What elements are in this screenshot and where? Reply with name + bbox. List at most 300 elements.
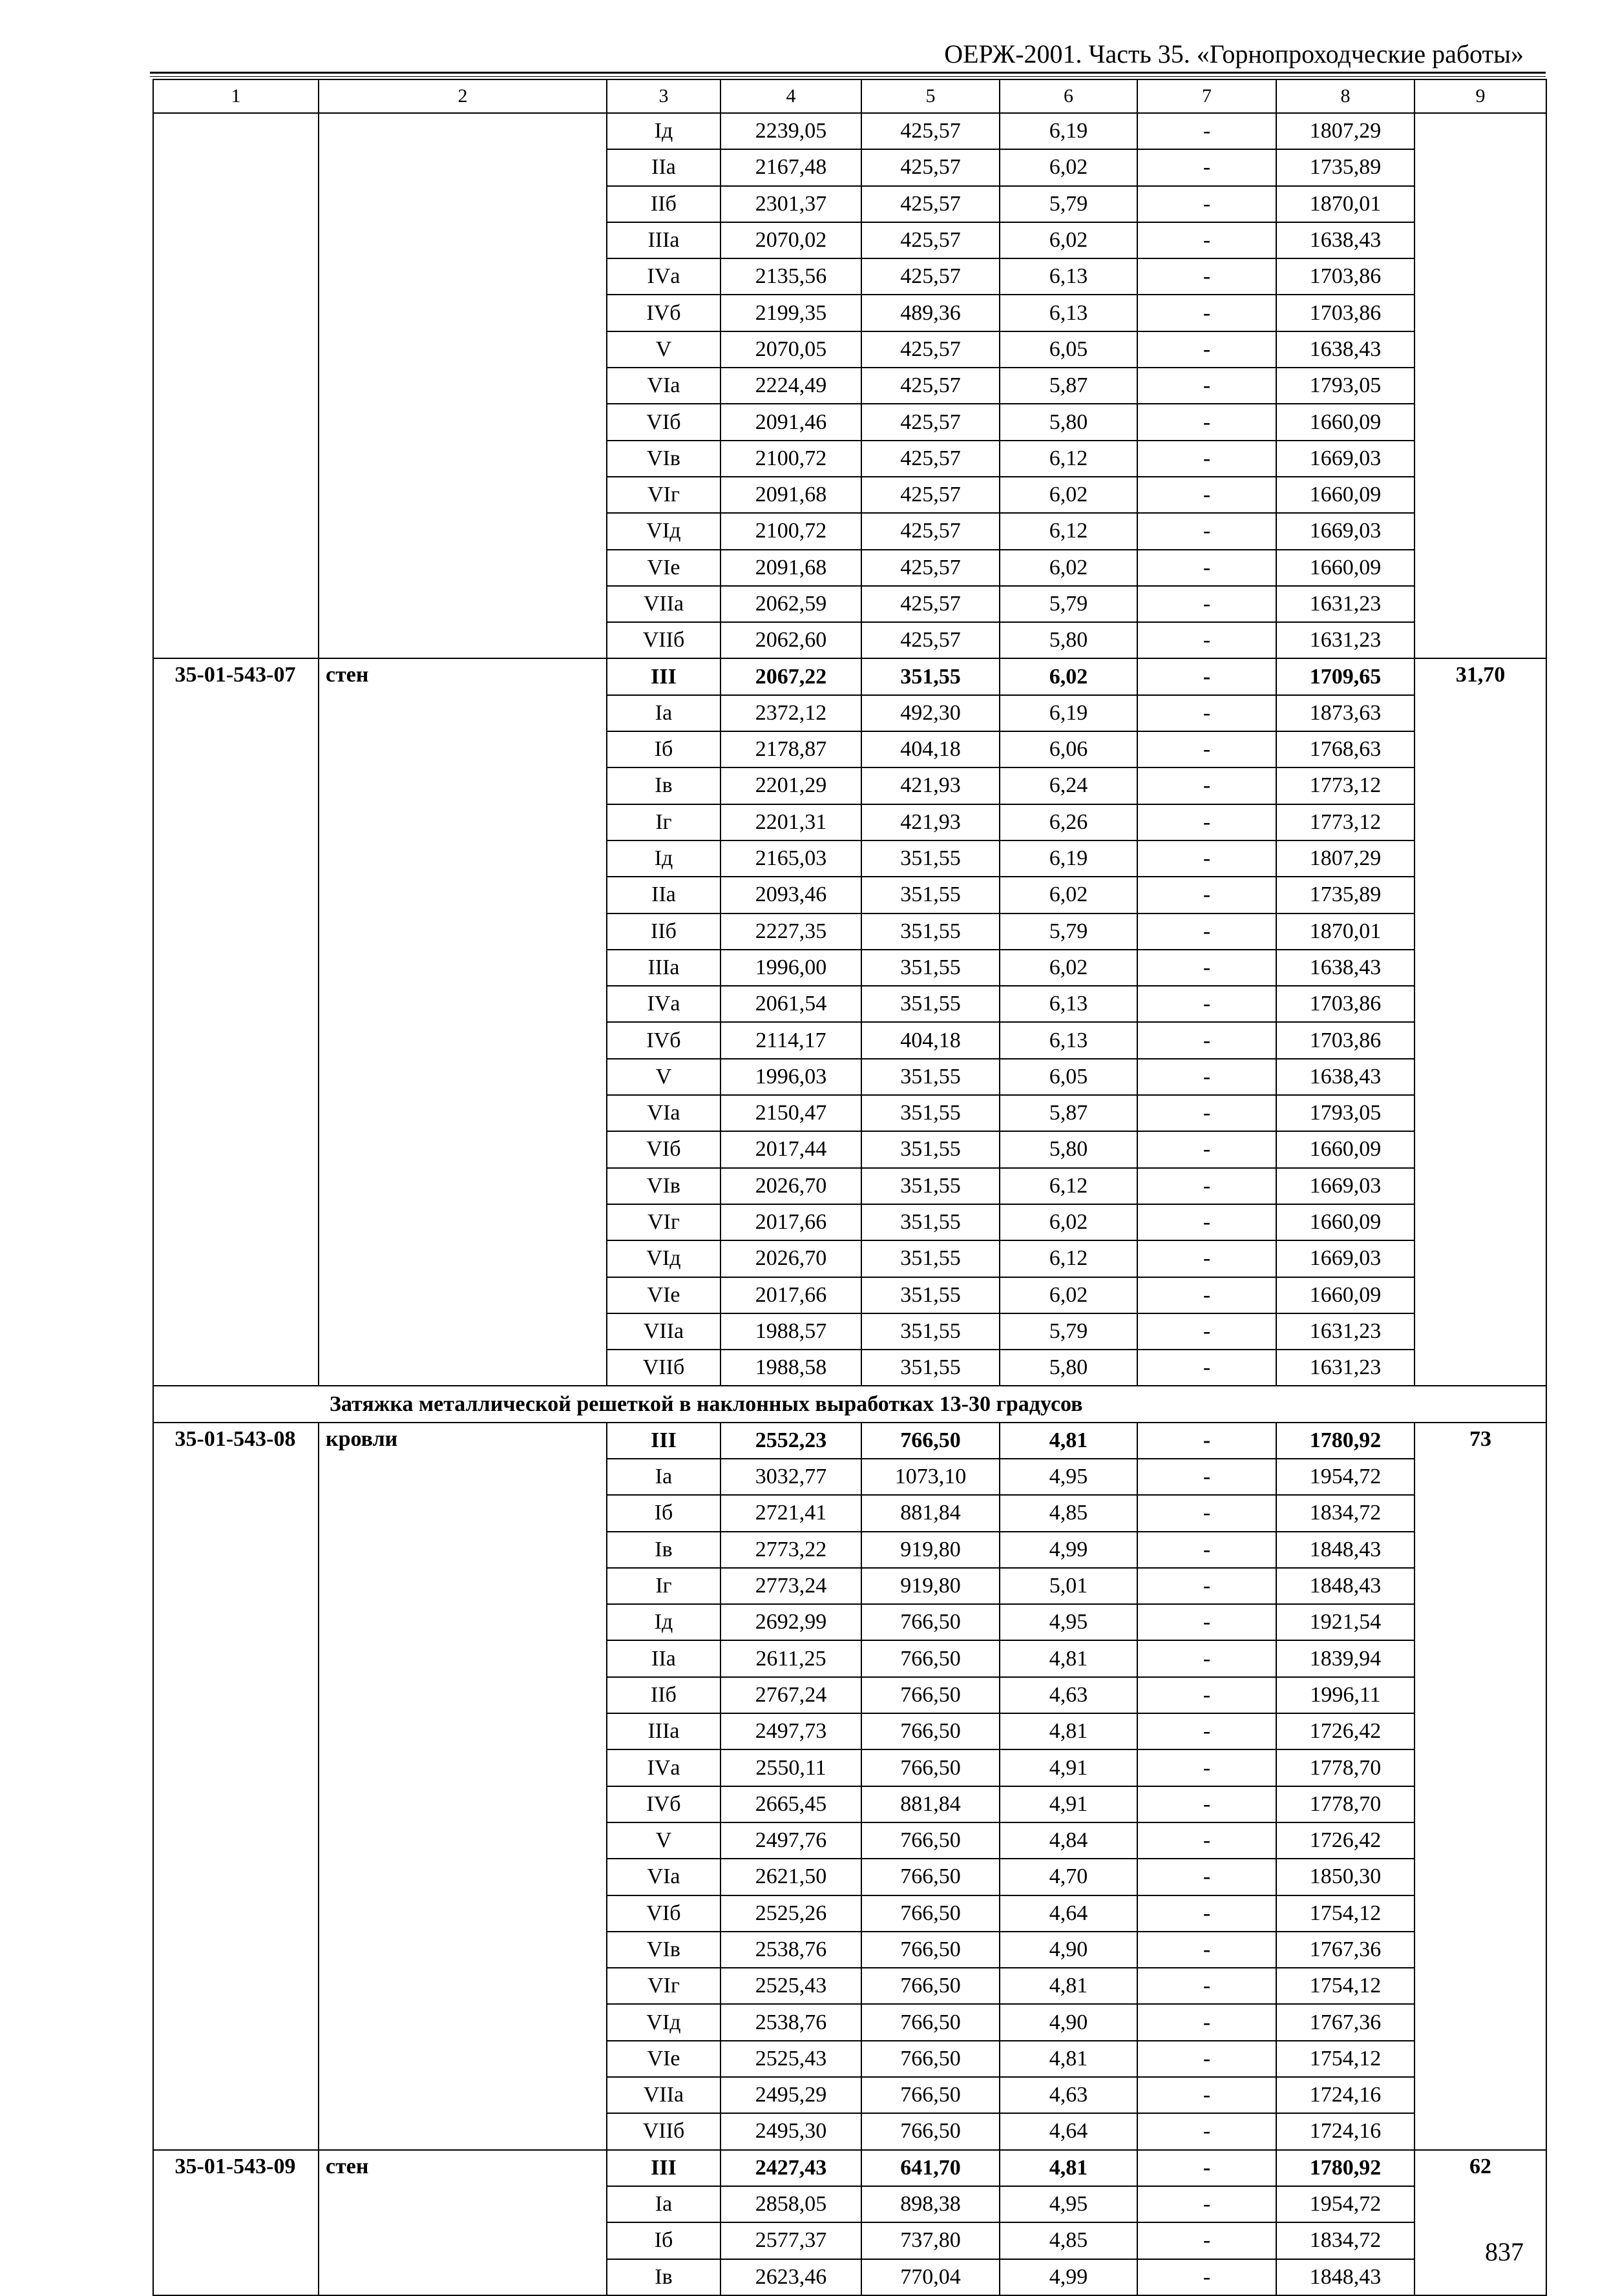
operators-wage-cell: - (1137, 2150, 1276, 2186)
operators-wage-cell: - (1137, 986, 1276, 1022)
machines-cell: 4,99 (1000, 2259, 1137, 2295)
wage-cell: 425,57 (861, 186, 1000, 222)
operators-wage-cell: - (1137, 1277, 1276, 1313)
wage-cell: 425,57 (861, 477, 1000, 513)
wage-cell: 425,57 (861, 149, 1000, 185)
price-table (152, 79, 1547, 2296)
wage-cell: 351,55 (861, 1277, 1000, 1313)
wage-cell: 351,55 (861, 1204, 1000, 1240)
machines-cell: 6,02 (1000, 477, 1137, 513)
operators-wage-cell: - (1137, 1350, 1276, 1386)
column-number: 6 (1000, 79, 1137, 113)
wage-cell: 766,50 (861, 2004, 1000, 2040)
machines-cell: 4,84 (1000, 1822, 1137, 1859)
zone-cell: Iа (607, 1459, 720, 1495)
resource-cell (1414, 113, 1546, 658)
materials-cell: 1873,63 (1276, 695, 1414, 731)
operators-wage-cell: - (1137, 550, 1276, 586)
zone-cell: VIIб (607, 1350, 720, 1386)
operators-wage-cell: - (1137, 1240, 1276, 1277)
operators-wage-cell: - (1137, 2259, 1276, 2295)
wage-cell: 881,84 (861, 1495, 1000, 1531)
total-cost-cell: 2091,68 (720, 477, 861, 513)
machines-cell: 4,95 (1000, 1604, 1137, 1640)
zone-cell: VIа (607, 1859, 720, 1895)
operators-wage-cell: - (1137, 1677, 1276, 1713)
operators-wage-cell: - (1137, 1968, 1276, 2004)
materials-cell: 1870,01 (1276, 186, 1414, 222)
machines-cell: 4,64 (1000, 1895, 1137, 1932)
machines-cell: 6,26 (1000, 804, 1137, 840)
table-row (153, 658, 1546, 694)
total-cost-cell: 2301,37 (720, 186, 861, 222)
machines-cell: 6,19 (1000, 695, 1137, 731)
zone-cell: IIIа (607, 1713, 720, 1749)
wage-cell: 351,55 (861, 1313, 1000, 1350)
column-number: 7 (1137, 79, 1276, 113)
zone-cell: VIб (607, 1895, 720, 1932)
zone-cell: VIд (607, 513, 720, 549)
total-cost-cell: 2165,03 (720, 840, 861, 877)
machines-cell: 4,63 (1000, 1677, 1137, 1713)
materials-cell: 1850,30 (1276, 1859, 1414, 1895)
materials-cell: 1807,29 (1276, 113, 1414, 149)
operators-wage-cell: - (1137, 2077, 1276, 2113)
total-cost-cell: 2665,45 (720, 1786, 861, 1822)
materials-cell: 1703,86 (1276, 258, 1414, 295)
operators-wage-cell: - (1137, 622, 1276, 658)
zone-cell: VIа (607, 1095, 720, 1131)
total-cost-cell: 2611,25 (720, 1640, 861, 1676)
zone-cell: VIв (607, 1168, 720, 1204)
materials-cell: 1780,92 (1276, 1423, 1414, 1459)
wage-cell: 404,18 (861, 1022, 1000, 1058)
column-number-row (153, 79, 1546, 113)
wage-cell: 425,57 (861, 586, 1000, 622)
wage-cell: 898,38 (861, 2186, 1000, 2222)
operators-wage-cell: - (1137, 1749, 1276, 1786)
materials-cell: 1724,16 (1276, 2113, 1414, 2149)
wage-cell: 919,80 (861, 1532, 1000, 1568)
machines-cell: 5,87 (1000, 368, 1137, 404)
zone-cell: VIе (607, 2041, 720, 2077)
zone-cell: V (607, 1822, 720, 1859)
operators-wage-cell: - (1137, 513, 1276, 549)
wage-cell: 1073,10 (861, 1459, 1000, 1495)
machines-cell: 5,80 (1000, 1131, 1137, 1167)
total-cost-cell: 2538,76 (720, 2004, 861, 2040)
machines-cell: 4,95 (1000, 2186, 1137, 2222)
operators-wage-cell: - (1137, 2004, 1276, 2040)
column-number: 9 (1414, 79, 1546, 113)
zone-cell: VIг (607, 1968, 720, 2004)
materials-cell: 1848,43 (1276, 1532, 1414, 1568)
total-cost-cell: 2525,43 (720, 1968, 861, 2004)
zone-cell: Iг (607, 804, 720, 840)
zone-cell: Iд (607, 840, 720, 877)
wage-cell: 425,57 (861, 622, 1000, 658)
wage-cell: 425,57 (861, 113, 1000, 149)
total-cost-cell: 2201,31 (720, 804, 861, 840)
operators-wage-cell: - (1137, 1640, 1276, 1676)
materials-cell: 1778,70 (1276, 1749, 1414, 1786)
materials-cell: 1834,72 (1276, 1495, 1414, 1531)
wage-cell: 766,50 (861, 1749, 1000, 1786)
machines-cell: 4,81 (1000, 1640, 1137, 1676)
zone-cell: IIа (607, 877, 720, 913)
wage-cell: 351,55 (861, 840, 1000, 877)
total-cost-cell: 2721,41 (720, 1495, 861, 1531)
operators-wage-cell: - (1137, 1568, 1276, 1604)
machines-cell: 6,02 (1000, 222, 1137, 258)
total-cost-cell: 2026,70 (720, 1240, 861, 1277)
zone-cell: IIIа (607, 222, 720, 258)
total-cost-cell: 2091,68 (720, 550, 861, 586)
zone-cell: IVб (607, 1786, 720, 1822)
materials-cell: 1709,65 (1276, 658, 1414, 694)
wage-cell: 351,55 (861, 986, 1000, 1022)
zone-cell: IIб (607, 913, 720, 950)
total-cost-cell: 2497,73 (720, 1713, 861, 1749)
total-cost-cell: 2017,66 (720, 1277, 861, 1313)
machines-cell: 6,05 (1000, 331, 1137, 368)
page-header-title: ОЕРЖ-2001. Часть 35. «Горнопроходческие работы» (944, 39, 1524, 68)
operators-wage-cell: - (1137, 586, 1276, 622)
norm-code-cell: 35-01-543-09 (153, 2150, 319, 2295)
operators-wage-cell: - (1137, 1532, 1276, 1568)
machines-cell: 6,02 (1000, 1204, 1137, 1240)
total-cost-cell: 1996,03 (720, 1059, 861, 1095)
machines-cell: 6,02 (1000, 658, 1137, 694)
total-cost-cell: 2067,22 (720, 658, 861, 694)
column-number: 2 (319, 79, 607, 113)
wage-cell: 425,57 (861, 331, 1000, 368)
machines-cell: 5,79 (1000, 586, 1137, 622)
total-cost-cell: 2497,76 (720, 1822, 861, 1859)
machines-cell: 4,85 (1000, 2222, 1137, 2259)
machines-cell: 4,91 (1000, 1749, 1137, 1786)
machines-cell: 6,13 (1000, 1022, 1137, 1058)
zone-cell: IIIа (607, 950, 720, 986)
operators-wage-cell: - (1137, 804, 1276, 840)
materials-cell: 1726,42 (1276, 1822, 1414, 1859)
total-cost-cell: 2525,43 (720, 2041, 861, 2077)
total-cost-cell: 2550,11 (720, 1749, 861, 1786)
wage-cell: 425,57 (861, 368, 1000, 404)
operators-wage-cell: - (1137, 258, 1276, 295)
materials-cell: 1848,43 (1276, 1568, 1414, 1604)
total-cost-cell: 2201,29 (720, 767, 861, 804)
zone-cell: V (607, 1059, 720, 1095)
machines-cell: 6,13 (1000, 258, 1137, 295)
machines-cell: 4,90 (1000, 2004, 1137, 2040)
materials-cell: 1660,09 (1276, 477, 1414, 513)
zone-cell: VIе (607, 550, 720, 586)
machines-cell: 4,81 (1000, 1423, 1137, 1459)
operators-wage-cell: - (1137, 1168, 1276, 1204)
total-cost-cell: 2224,49 (720, 368, 861, 404)
zone-cell: V (607, 331, 720, 368)
operators-wage-cell: - (1137, 1059, 1276, 1095)
materials-cell: 1669,03 (1276, 441, 1414, 477)
zone-cell: VIе (607, 1277, 720, 1313)
machines-cell: 5,79 (1000, 1313, 1137, 1350)
total-cost-cell: 2061,54 (720, 986, 861, 1022)
operators-wage-cell: - (1137, 1095, 1276, 1131)
zone-cell: Iд (607, 113, 720, 149)
price-table-body (153, 79, 1546, 2295)
total-cost-cell: 2150,47 (720, 1095, 861, 1131)
total-cost-cell: 2239,05 (720, 113, 861, 149)
operators-wage-cell: - (1137, 404, 1276, 440)
total-cost-cell: 2114,17 (720, 1022, 861, 1058)
machines-cell: 6,12 (1000, 1240, 1137, 1277)
total-cost-cell: 2767,24 (720, 1677, 861, 1713)
operators-wage-cell: - (1137, 2222, 1276, 2259)
zone-cell: IIа (607, 149, 720, 185)
zone-cell: IVб (607, 1022, 720, 1058)
materials-cell: 1638,43 (1276, 1059, 1414, 1095)
wage-cell: 766,50 (861, 1859, 1000, 1895)
norm-code-cell: 35-01-543-07 (153, 658, 319, 1386)
wage-cell: 351,55 (861, 658, 1000, 694)
machines-cell: 6,05 (1000, 1059, 1137, 1095)
operators-wage-cell: - (1137, 441, 1276, 477)
wage-cell: 766,50 (861, 2041, 1000, 2077)
materials-cell: 1669,03 (1276, 1168, 1414, 1204)
wage-cell: 737,80 (861, 2222, 1000, 2259)
table-row (153, 113, 1546, 149)
page-number: 837 (1485, 2237, 1524, 2266)
wage-cell: 766,50 (861, 1932, 1000, 1968)
materials-cell: 1631,23 (1276, 1313, 1414, 1350)
wage-cell: 492,30 (861, 695, 1000, 731)
wage-cell: 351,55 (861, 1059, 1000, 1095)
materials-cell: 1780,92 (1276, 2150, 1414, 2186)
operators-wage-cell: - (1137, 1859, 1276, 1895)
materials-cell: 1767,36 (1276, 1932, 1414, 1968)
operators-wage-cell: - (1137, 149, 1276, 185)
total-cost-cell: 2495,29 (720, 2077, 861, 2113)
wage-cell: 766,50 (861, 1968, 1000, 2004)
section-heading-row (153, 1386, 1546, 1422)
machines-cell: 6,02 (1000, 1277, 1137, 1313)
operators-wage-cell: - (1137, 767, 1276, 804)
materials-cell: 1735,89 (1276, 149, 1414, 185)
machines-cell: 6,24 (1000, 767, 1137, 804)
operators-wage-cell: - (1137, 913, 1276, 950)
materials-cell: 1638,43 (1276, 222, 1414, 258)
total-cost-cell: 1988,58 (720, 1350, 861, 1386)
materials-cell: 1660,09 (1276, 404, 1414, 440)
wage-cell: 421,93 (861, 767, 1000, 804)
zone-cell: III (607, 2150, 720, 2186)
total-cost-cell: 3032,77 (720, 1459, 861, 1495)
resource-cell: 62 (1414, 2150, 1546, 2295)
operators-wage-cell: - (1137, 731, 1276, 767)
machines-cell: 6,19 (1000, 840, 1137, 877)
materials-cell: 1839,94 (1276, 1640, 1414, 1676)
materials-cell: 1703,86 (1276, 986, 1414, 1022)
machines-cell: 6,12 (1000, 441, 1137, 477)
wage-cell: 351,55 (861, 1240, 1000, 1277)
zone-cell: VIа (607, 368, 720, 404)
zone-cell: IIа (607, 1640, 720, 1676)
wage-cell: 766,50 (861, 1640, 1000, 1676)
zone-cell: IVб (607, 295, 720, 331)
wage-cell: 425,57 (861, 404, 1000, 440)
operators-wage-cell: - (1137, 1423, 1276, 1459)
operators-wage-cell: - (1137, 1932, 1276, 1968)
zone-cell: VIIа (607, 586, 720, 622)
materials-cell: 1996,11 (1276, 1677, 1414, 1713)
operators-wage-cell: - (1137, 1713, 1276, 1749)
total-cost-cell: 2621,50 (720, 1859, 861, 1895)
materials-cell: 1660,09 (1276, 1277, 1414, 1313)
work-name-cell: кровли (319, 1423, 607, 2150)
zone-cell: IIб (607, 1677, 720, 1713)
materials-cell: 1669,03 (1276, 513, 1414, 549)
materials-cell: 1954,72 (1276, 1459, 1414, 1495)
total-cost-cell: 2062,59 (720, 586, 861, 622)
wage-cell: 770,04 (861, 2259, 1000, 2295)
materials-cell: 1754,12 (1276, 1968, 1414, 2004)
total-cost-cell: 2858,05 (720, 2186, 861, 2222)
materials-cell: 1638,43 (1276, 950, 1414, 986)
machines-cell: 6,13 (1000, 986, 1137, 1022)
wage-cell: 766,50 (861, 1713, 1000, 1749)
total-cost-cell: 2167,48 (720, 149, 861, 185)
machines-cell: 6,12 (1000, 513, 1137, 549)
operators-wage-cell: - (1137, 1459, 1276, 1495)
column-number: 1 (153, 79, 319, 113)
machines-cell: 5,79 (1000, 913, 1137, 950)
machines-cell: 6,12 (1000, 1168, 1137, 1204)
machines-cell: 4,99 (1000, 1532, 1137, 1568)
materials-cell: 1834,72 (1276, 2222, 1414, 2259)
operators-wage-cell: - (1137, 331, 1276, 368)
total-cost-cell: 2427,43 (720, 2150, 861, 2186)
operators-wage-cell: - (1137, 2186, 1276, 2222)
zone-cell: Iд (607, 1604, 720, 1640)
total-cost-cell: 2199,35 (720, 295, 861, 331)
operators-wage-cell: - (1137, 695, 1276, 731)
total-cost-cell: 1988,57 (720, 1313, 861, 1350)
norm-code-cell: 35-01-543-08 (153, 1423, 319, 2150)
materials-cell: 1793,05 (1276, 1095, 1414, 1131)
operators-wage-cell: - (1137, 1131, 1276, 1167)
materials-cell: 1773,12 (1276, 767, 1414, 804)
materials-cell: 1768,63 (1276, 731, 1414, 767)
materials-cell: 1660,09 (1276, 550, 1414, 586)
work-name-cell: стен (319, 658, 607, 1386)
zone-cell: VIIа (607, 2077, 720, 2113)
materials-cell: 1754,12 (1276, 1895, 1414, 1932)
materials-cell: 1631,23 (1276, 586, 1414, 622)
operators-wage-cell: - (1137, 1204, 1276, 1240)
total-cost-cell: 2070,02 (720, 222, 861, 258)
zone-cell: VIб (607, 404, 720, 440)
total-cost-cell: 2495,30 (720, 2113, 861, 2149)
materials-cell: 1807,29 (1276, 840, 1414, 877)
machines-cell: 4,81 (1000, 2041, 1137, 2077)
machines-cell: 6,02 (1000, 149, 1137, 185)
total-cost-cell: 2227,35 (720, 913, 861, 950)
zone-cell: Iг (607, 1568, 720, 1604)
operators-wage-cell: - (1137, 477, 1276, 513)
zone-cell: IVа (607, 1749, 720, 1786)
total-cost-cell: 2773,24 (720, 1568, 861, 1604)
total-cost-cell: 2692,99 (720, 1604, 861, 1640)
materials-cell: 1870,01 (1276, 913, 1414, 950)
wage-cell: 421,93 (861, 804, 1000, 840)
column-number: 4 (720, 79, 861, 113)
operators-wage-cell: - (1137, 368, 1276, 404)
wage-cell: 351,55 (861, 1350, 1000, 1386)
machines-cell: 4,70 (1000, 1859, 1137, 1895)
zone-cell: VIг (607, 1204, 720, 1240)
machines-cell: 4,85 (1000, 1495, 1137, 1531)
materials-cell: 1724,16 (1276, 2077, 1414, 2113)
machines-cell: 4,81 (1000, 1713, 1137, 1749)
zone-cell: Iв (607, 767, 720, 804)
machines-cell: 4,64 (1000, 2113, 1137, 2149)
machines-cell: 5,01 (1000, 1568, 1137, 1604)
operators-wage-cell: - (1137, 295, 1276, 331)
operators-wage-cell: - (1137, 1822, 1276, 1859)
materials-cell: 1921,54 (1276, 1604, 1414, 1640)
machines-cell: 6,19 (1000, 113, 1137, 149)
materials-cell: 1726,42 (1276, 1713, 1414, 1749)
total-cost-cell: 2100,72 (720, 441, 861, 477)
materials-cell: 1754,12 (1276, 2041, 1414, 2077)
operators-wage-cell: - (1137, 1895, 1276, 1932)
norm-code-cell (153, 113, 319, 658)
zone-cell: Iа (607, 2186, 720, 2222)
total-cost-cell: 2026,70 (720, 1168, 861, 1204)
operators-wage-cell: - (1137, 950, 1276, 986)
total-cost-cell: 2525,26 (720, 1895, 861, 1932)
total-cost-cell: 2093,46 (720, 877, 861, 913)
wage-cell: 766,50 (861, 1895, 1000, 1932)
zone-cell: VIIб (607, 622, 720, 658)
wage-cell: 919,80 (861, 1568, 1000, 1604)
zone-cell: Iв (607, 2259, 720, 2295)
operators-wage-cell: - (1137, 1022, 1276, 1058)
machines-cell: 6,13 (1000, 295, 1137, 331)
total-cost-cell: 2372,12 (720, 695, 861, 731)
operators-wage-cell: - (1137, 1604, 1276, 1640)
zone-cell: III (607, 658, 720, 694)
machines-cell: 4,81 (1000, 2150, 1137, 2186)
materials-cell: 1638,43 (1276, 331, 1414, 368)
total-cost-cell: 2773,22 (720, 1532, 861, 1568)
zone-cell: VIд (607, 1240, 720, 1277)
machines-cell: 6,02 (1000, 950, 1137, 986)
operators-wage-cell: - (1137, 2113, 1276, 2149)
machines-cell: 4,63 (1000, 2077, 1137, 2113)
zone-cell: Iб (607, 2222, 720, 2259)
materials-cell: 1703,86 (1276, 1022, 1414, 1058)
total-cost-cell: 2577,37 (720, 2222, 861, 2259)
zone-cell: Iб (607, 731, 720, 767)
operators-wage-cell: - (1137, 1313, 1276, 1350)
wage-cell: 489,36 (861, 295, 1000, 331)
wage-cell: 351,55 (861, 1131, 1000, 1167)
operators-wage-cell: - (1137, 113, 1276, 149)
zone-cell: Iа (607, 695, 720, 731)
operators-wage-cell: - (1137, 877, 1276, 913)
